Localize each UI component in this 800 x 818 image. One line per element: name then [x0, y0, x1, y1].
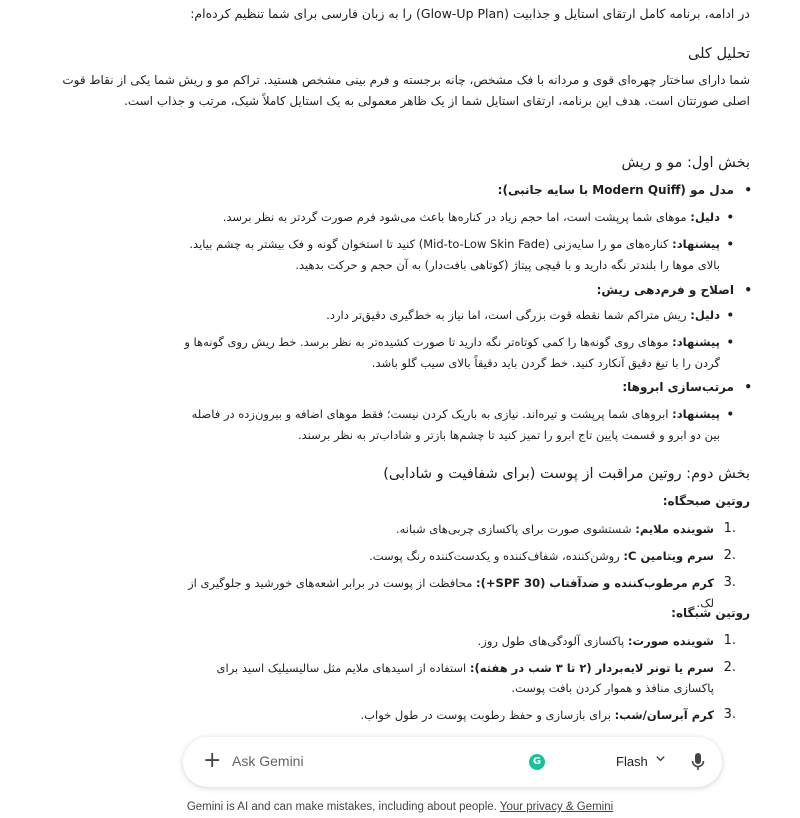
privacy-link[interactable]: Your privacy & Gemini	[499, 801, 614, 813]
night-title: روتین شبگاه:	[671, 606, 750, 620]
list-item	[180, 234, 720, 276]
part1-heading: بخش اول: مو و ریش	[621, 155, 750, 171]
item-label: پیشنهاد:	[672, 407, 720, 421]
item-text: روشن‌کننده، شفاف‌کننده و یکدست‌کننده رنگ پوست.	[369, 549, 624, 563]
disclaimer-text: Gemini is AI and can make mistakes, including about people.	[186, 801, 500, 813]
list-item	[50, 180, 750, 200]
item-label: دلیل:	[690, 210, 720, 224]
list-item	[50, 705, 750, 725]
list-item	[50, 377, 750, 397]
item-number: 1.	[723, 633, 736, 648]
item-text: موهای روی گونه‌ها را کمی کوتاه‌تر نگه دارید تا صورت کشیده‌تر به نظر برسد. خط ریش روی گونه‌ها و گردن را با تیغ دقیق آنکارد کنید. خط گردن باید دقیقاً بالای سیب گلو باشد.	[184, 335, 720, 370]
prompt-input-bar[interactable]	[183, 737, 722, 787]
item-label: شوینده صورت:	[627, 634, 714, 648]
chevron-down-icon[interactable]	[655, 753, 666, 767]
overview-heading: تحلیل کلی	[688, 46, 750, 62]
list-item	[180, 404, 720, 446]
item-text: محافظت از پوست در برابر اشعه‌های خورشید و جلوگیری از لک.	[188, 576, 714, 610]
item-text: استفاده از اسیدهای ملایم مثل سالیسیلیک اسید برای پاکسازی منافذ و هموار کردن بافت پوست.	[216, 661, 714, 695]
intro-text: در ادامه، برنامه کامل ارتقای استایل و جذابیت (Glow-Up Plan) را به زبان فارسی برای شما تنظیم کرده‌ام:	[190, 6, 750, 21]
list-item	[50, 631, 750, 651]
list-item	[50, 280, 750, 300]
prompt-input[interactable]: Ask Gemini	[232, 753, 304, 769]
item-label: دلیل:	[690, 308, 720, 322]
item-label: سرم یا تونر لایه‌بردار (۲ تا ۳ شب در هفته):	[469, 661, 714, 675]
group-title: اصلاح و فرم‌دهی ریش:	[596, 283, 734, 297]
morning-title: روتین صبحگاه:	[662, 494, 750, 508]
list-item	[180, 207, 720, 228]
plus-icon[interactable]: +	[203, 748, 222, 773]
item-label: سرم ویتامین C:	[623, 549, 714, 563]
part2-heading: بخش دوم: روتین مراقبت از پوست (برای شفافیت و شادابی)	[383, 466, 750, 482]
item-label: کرم مرطوب‌کننده و ضدآفتاب (SPF 30+):	[476, 576, 714, 590]
list-item	[50, 519, 750, 539]
item-number: 3.	[723, 707, 736, 722]
item-text: ابروهای شما پرپشت و تیره‌اند. نیازی به باریک کردن نیست؛ فقط موهای اضافه و بیرون‌زده در فاصله بین دو ابرو و قسمت پایین تاج ابرو را تمیز کنید تا چشم‌ها بازتر و شاداب‌تر به نظر برسند.	[191, 407, 720, 442]
item-number: 2.	[723, 548, 736, 563]
item-text: کناره‌های مو را سایه‌زنی (Mid-to-Low Skin Fade) کنید تا استخوان گونه و فک بیشتر به چشم بیاید. بالای موها را بلندتر نگه دارید و با قیچی پیتاژ (کوتاهی بافت‌دار) به آن حجم و حرکت بدهید.	[189, 237, 720, 272]
disclaimer-footer	[0, 801, 800, 813]
list-item	[50, 658, 750, 698]
item-text: پاکسازی آلودگی‌های طول روز.	[477, 634, 628, 648]
grammarly-icon[interactable]: G	[529, 754, 545, 770]
item-text: برای بازسازی و حفظ رطوبت پوست در طول خواب.	[360, 708, 615, 722]
group-title: مرتب‌سازی ابروها:	[622, 380, 734, 394]
item-number: 3.	[723, 575, 736, 590]
list-item	[180, 332, 720, 374]
item-text: شستشوی صورت برای پاکسازی چربی‌های شبانه.	[395, 522, 636, 536]
item-label: کرم آبرسان/شب:	[614, 708, 714, 722]
item-text: موهای شما پرپشت است، اما حجم زیاد در کناره‌ها باعث می‌شود فرم صورت گردتر به نظر برسد.	[222, 210, 691, 224]
item-label: پیشنهاد:	[672, 335, 720, 349]
item-label: شوینده ملایم:	[635, 522, 714, 536]
item-number: 2.	[723, 660, 736, 675]
item-label: پیشنهاد:	[672, 237, 720, 251]
list-item	[50, 546, 750, 566]
list-item	[180, 305, 720, 326]
item-number: 1.	[723, 521, 736, 536]
model-selector[interactable]: Flash	[616, 754, 648, 769]
microphone-icon[interactable]	[691, 751, 705, 773]
item-text: ریش متراکم شما نقطه قوت بزرگی است، اما نیاز به خط‌گیری دقیق‌تر دارد.	[326, 308, 691, 322]
overview-text: شما دارای ساختار چهره‌ای قوی و مردانه با فک مشخص، چانه برجسته و فرم بینی مشخص هستید. تراکم مو و ریش شما یکی از نقاط قوت اصلی صورتتان است. هدف این برنامه، ارتقای استایل شما از یک ظاهر معمولی به یک استایل کاملاً شیک، مرتب و جذاب است.	[62, 73, 750, 108]
group-title: مدل مو (Modern Quiff با سایه جانبی):	[497, 183, 734, 197]
